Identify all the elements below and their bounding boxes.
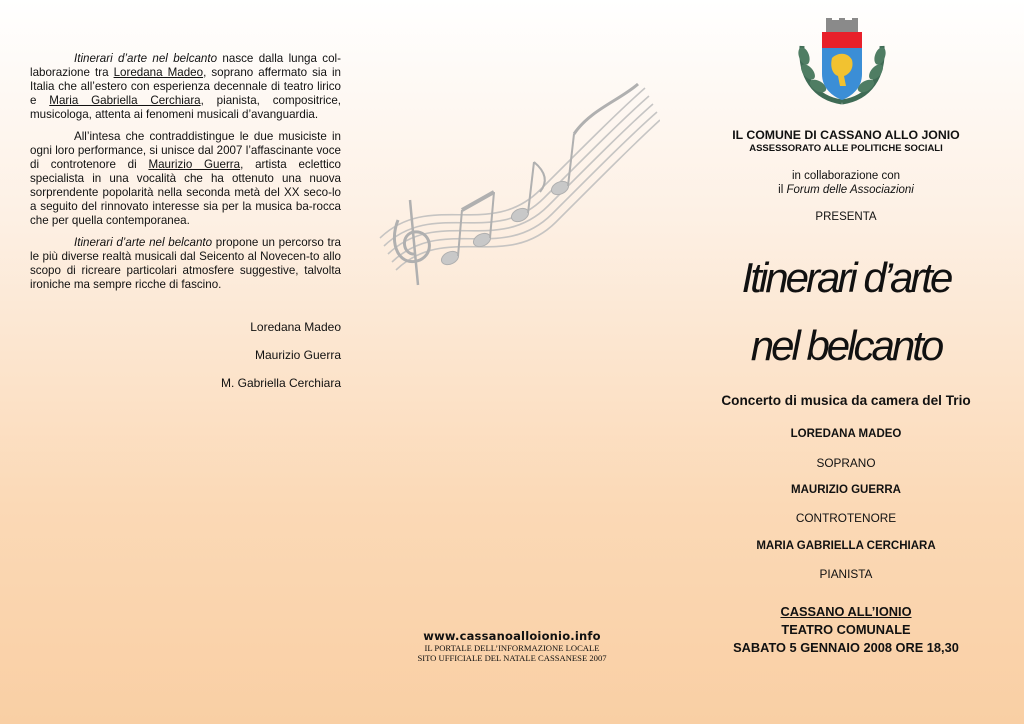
- main-title-line-1: Itinerari d’arte: [741, 254, 951, 301]
- footer-line-1: IL PORTALE DELL’INFORMAZIONE LOCALE: [424, 643, 600, 653]
- venue-city: CASSANO ALL’IONIO: [780, 604, 912, 619]
- name-cerchiara: Maria Gabriella Cerchiara: [49, 94, 201, 107]
- footer-line-2: SITO UFFICIALE DEL NATALE CASSANESE 2007: [417, 653, 607, 663]
- website-footer: [380, 629, 644, 663]
- text-run: , soprano affermato sia in Italia che all’estero con esperienza decennale di teatro lirico e: [30, 66, 341, 107]
- signatures: [30, 318, 341, 402]
- name-guerra: Maurizio Guerra: [148, 158, 241, 171]
- name-loredana: Loredana Madeo: [113, 66, 204, 79]
- guerra-paragraph: [30, 130, 341, 228]
- text-run: , pianista, compositrice, musicologa, attenta ai fenomeni musicali d’avanguardia.: [30, 94, 342, 121]
- event-title-italic: Itinerari d’arte nel belcanto: [74, 236, 213, 249]
- venue-theatre: TEATRO COMUNALE: [781, 622, 911, 637]
- presents-label: PRESENTA: [815, 211, 877, 223]
- text-run: propone un percorso tra le più diverse realtà musicali dal Seicento al Novecen-to allo scopo di ricreare particolari atmosfere suggestive, talvolta ironiche ma sempre ricche di fascino.: [30, 236, 341, 291]
- forum-prefix: il: [778, 184, 787, 196]
- main-title-line-2: nel belcanto: [750, 322, 942, 369]
- performer-name: MARIA GABRIELLA CERCHIARA: [756, 540, 936, 552]
- text-run: All’intesa che contraddistingue le due musiciste in ogni loro performance, si unisce dal 2007 l’affascinante voce di controtenore di: [30, 130, 341, 171]
- performer-name: MAURIZIO GUERRA: [791, 484, 901, 496]
- forum-line: [690, 184, 1002, 196]
- music-staff-decoration: [370, 70, 660, 300]
- left-text-column: [30, 52, 341, 300]
- performer-role: PIANISTA: [819, 567, 873, 581]
- organizer-title: IL COMUNE DI CASSANO ALLO JONIO: [732, 128, 960, 142]
- intro-paragraph: [30, 52, 341, 122]
- signature-madeo: Loredana Madeo: [250, 320, 341, 334]
- text-run: , artista eclettico specialista in una vocalità che ha ottenuto una nuova sorprendente popolarità nella seconda metà del XX seco-lo a seguito del rinnovato interesse sia per la musica ba-rocca che per quella contemporanea.: [30, 158, 341, 227]
- performer-role: SOPRANO: [816, 456, 876, 470]
- program-paragraph: [30, 236, 341, 292]
- collaboration-text: in collaborazione con: [791, 170, 901, 182]
- municipal-crest-icon: [794, 16, 890, 108]
- signature-guerra: Maurizio Guerra: [254, 348, 341, 362]
- event-datetime: SABATO 5 GENNAIO 2008 ORE 18,30: [733, 640, 959, 655]
- performer-name: LOREDANA MADEO: [790, 428, 902, 440]
- forum-name: Forum delle Associazioni: [786, 184, 914, 196]
- event-title-italic: Itinerari d’arte nel belcanto: [74, 52, 218, 65]
- department: ASSESSORATO ALLE POLITICHE SOCIALI: [749, 143, 943, 154]
- text-run: nasce dalla lunga col-laborazione tra: [30, 52, 341, 79]
- performer-role: CONTROTENORE: [795, 511, 897, 525]
- concert-subtitle: Concerto di musica da camera del Trio: [721, 393, 971, 408]
- website-url[interactable]: www.cassanoalloionio.info: [423, 629, 601, 643]
- signature-cerchiara: M. Gabriella Cerchiara: [220, 376, 341, 390]
